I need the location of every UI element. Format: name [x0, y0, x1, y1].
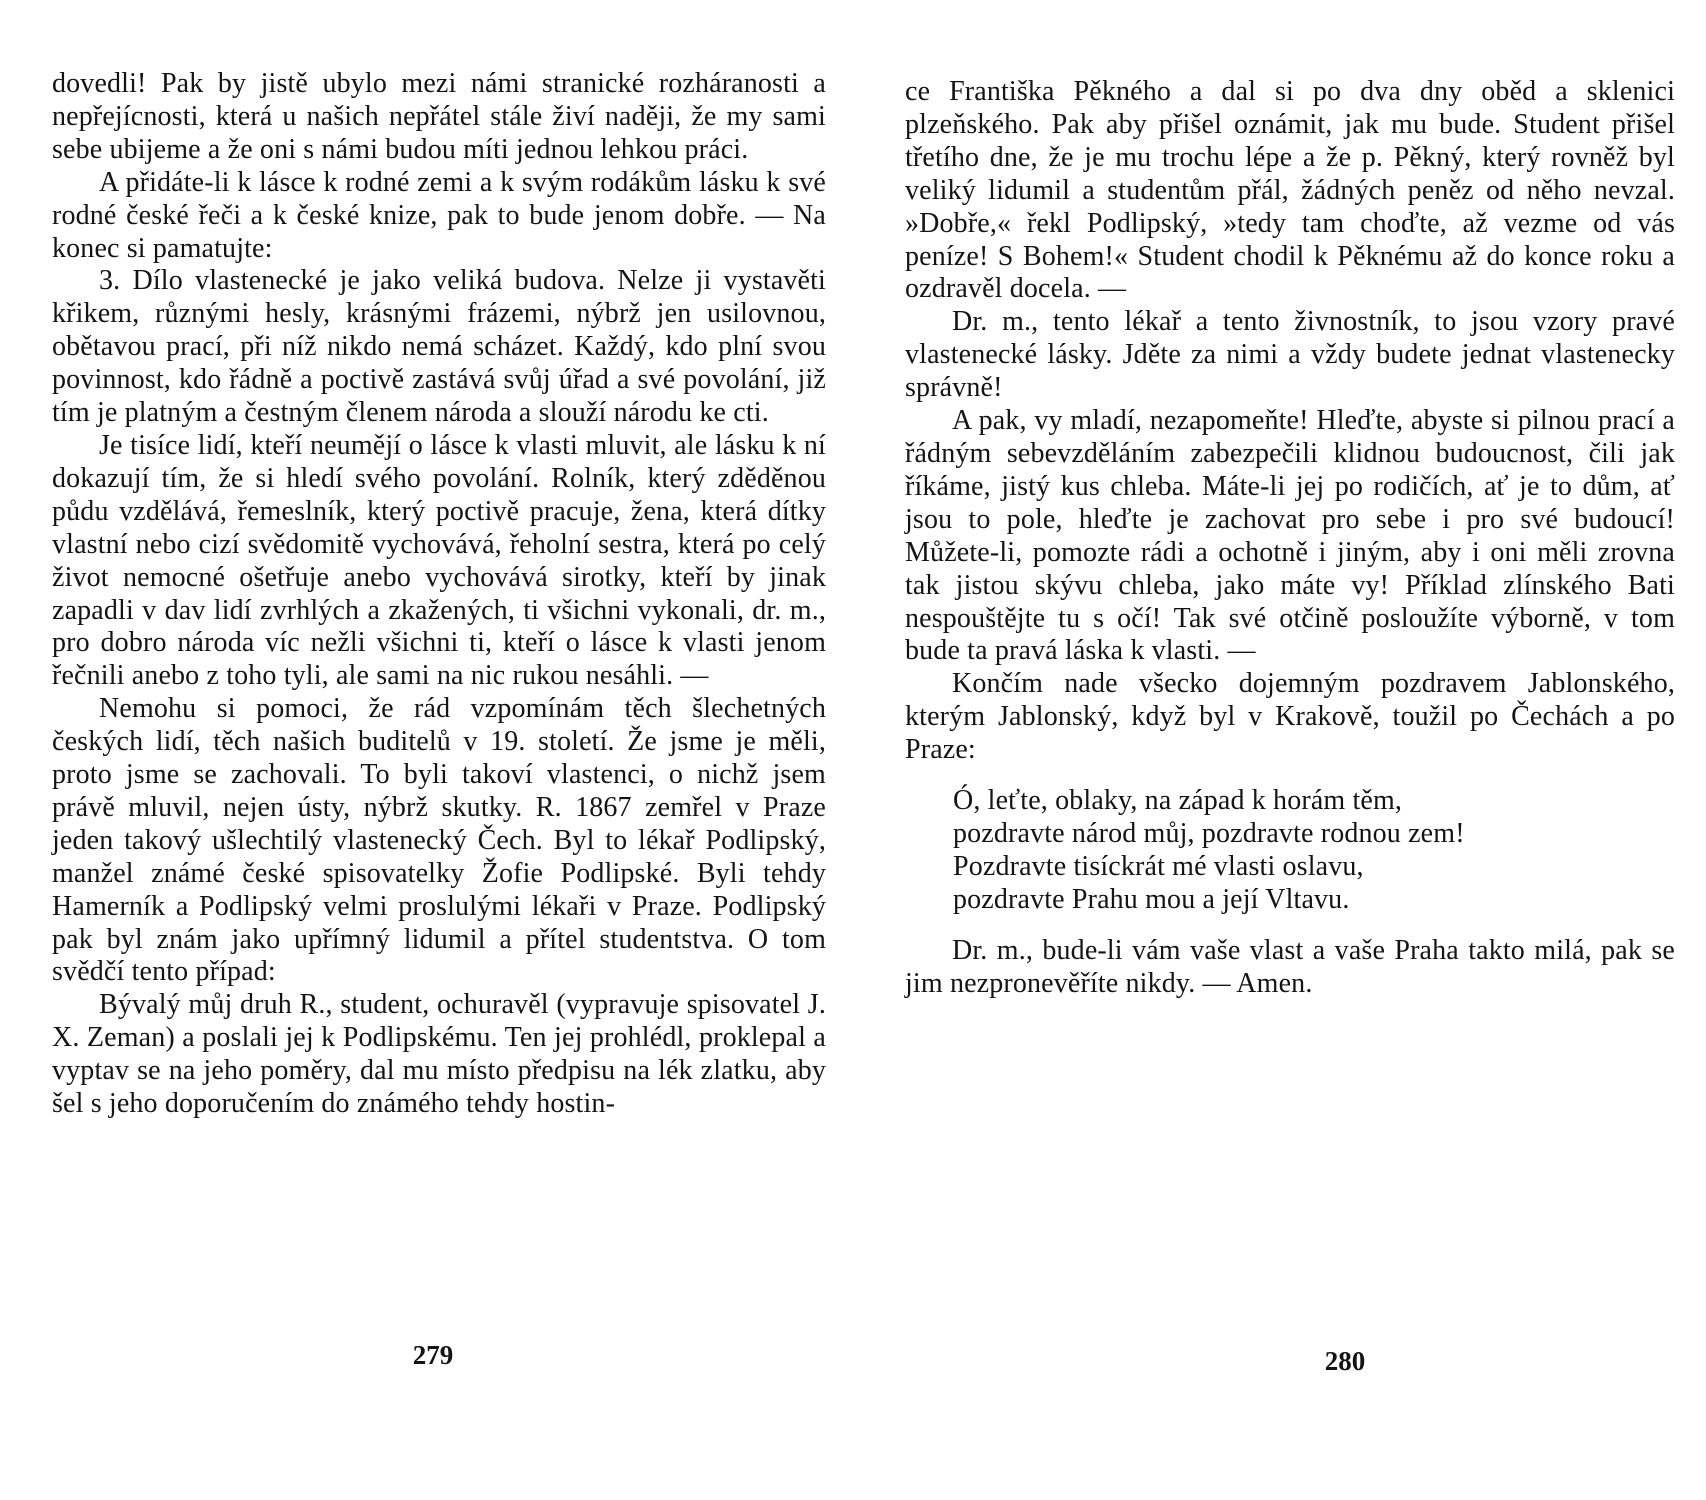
page-number: 279 [412, 1340, 454, 1370]
paragraph: A pak, vy mladí, nezapomeňte! Hleďte, abyste si pilnou prací a řádným sebevzděláním zabezpečili klidnou budoucnost, čili jak říkáme, jistý kus chleba. Máte-li jej po rodičích, ať je to dům, ať jsou to pole, hleďte je zachovat pro sebe i pro své budoucí! Můžete-li, pomozte rádi a ochotně i jiným, aby i oni měli zrovna tak jistou skývu chleba, jako máte vy! Příklad zlínského Bati nespouštějte tu s očí! Tak své otčině posloužíte výborně, v tom bude ta pravá láska k vlasti. — [905, 405, 1675, 667]
right-page-text [905, 76, 1675, 1000]
paragraph: ce Františka Pěkného a dal si po dva dny oběd a sklenici plzeňského. Pak aby přišel oznámit, jak mu bude. Student přišel třetího dne, že je mu trochu lépe a že p. Pěkný, který rovněž byl veliký lidumil a studentům přál, žádných peněz od něho nevzal. »Dobře,« řekl Podlipský, »tedy tam choďte, až vezme od vás peníze! S Bohem!« Student chodil k Pěknému až do konce roku a ozdravěl docela. — [905, 76, 1675, 305]
paragraph: Končím nade všecko dojemným pozdravem Jablonského, kterým Jablonský, když byl v Krakově, toužil po Čechách a po Praze: [905, 668, 1675, 766]
paragraph: Nemohu si pomoci, že rád vzpomínám těch šlechetných českých lidí, těch našich buditelů v 19. století. Že jsme je měli, proto jsme se zachovali. To byli takoví vlastenci, o nichž jsem právě mluvil, nejen ústy, nýbrž skutky. R. 1867 zemřel v Praze jeden takový ušlechtilý vlastenecký Čech. Byl to lékař Podlipský, manžel známé české spisovatelky Žofie Podlipské. Byli tehdy Hamerník a Podlipský velmi proslulými lékaři v Praze. Podlipský pak byl znám jako upřímný lidumil a přítel studentstva. O tom svědčí tento případ: [52, 693, 826, 988]
left-page-text [52, 68, 826, 1121]
page-number: 280 [1324, 1346, 1366, 1376]
poem-verse: Pozdravte tisíckrát mé vlasti oslavu, [953, 850, 1364, 882]
poem-verse: pozdravte národ můj, pozdravte rodnou zem! [953, 817, 1465, 849]
paragraph: Bývalý můj druh R., student, ochuravěl (vypravuje spisovatel J. X. Zeman) a poslali jej k Podlipskému. Ten jej prohlédl, proklepal a vyptav se na jeho poměry, dal mu místo předpisu na lék zlatku, aby šel s jeho doporučením do známého tehdy hostin- [52, 989, 826, 1120]
poem-verse: Ó, leťte, oblaky, na západ k horám těm, [953, 785, 1403, 817]
paragraph: A přidáte-li k lásce k rodné zemi a k svým rodákům lásku k své rodné české řeči a k české knize, pak to bude jenom dobře. — Na konec si pamatujte: [52, 166, 826, 264]
closing-paragraph: Dr. m., bude-li vám vaše vlast a vaše Praha takto milá, pak se jim nezpronevěříte nikdy. — Amen. [905, 934, 1675, 999]
right-page [853, 0, 1706, 1500]
poem [905, 785, 1675, 917]
paragraph: 3. Dílo vlastenecké je jako veliká budova. Nelze ji vystavěti křikem, různými hesly, krásnými frázemi, nýbrž jen usilovnou, obětavou prací, při níž nikdo nemá scházet. Každý, kdo plní svou povinnost, kdo řádně a poctivě zastává svůj úřad a své povolání, již tím je platným a čestným členem národa a slouží národu ke cti. [52, 265, 826, 429]
poem-verse: pozdravte Prahu mou a její Vltavu. [953, 883, 1350, 915]
paragraph: dovedli! Pak by jistě ubylo mezi námi stranické rozháranosti a nepřejícnosti, která u našich nepřátel stále živí naději, že my sami sebe ubijeme a že oni s námi budou míti jednou lehkou práci. [52, 68, 826, 165]
paragraph: Je tisíce lidí, kteří neumějí o lásce k vlasti mluvit, ale lásku k ní dokazují tím, že si hledí svého povolání. Rolník, který zděděnou půdu vzdělává, řemeslník, který poctivě pracuje, žena, která dítky vlastní nebo cizí svědomitě vychovává, řeholní sestra, která po celý život nemocné ošetřuje anebo vychovává sirotky, kteří by jinak zapadli v dav lidí zvrhlých a zkažených, ti všichni vykonali, dr. m., pro dobro národa víc nežli všichni ti, kteří o lásce k vlasti jenom řečnili anebo z toho tyli, ale sami na nic rukou nesáhli. — [52, 429, 826, 692]
paragraph: Dr. m., tento lékař a tento živnostník, to jsou vzory pravé vlastenecké lásky. Jděte za nimi a vždy budete jednat vlastenecky správně! [905, 306, 1675, 404]
